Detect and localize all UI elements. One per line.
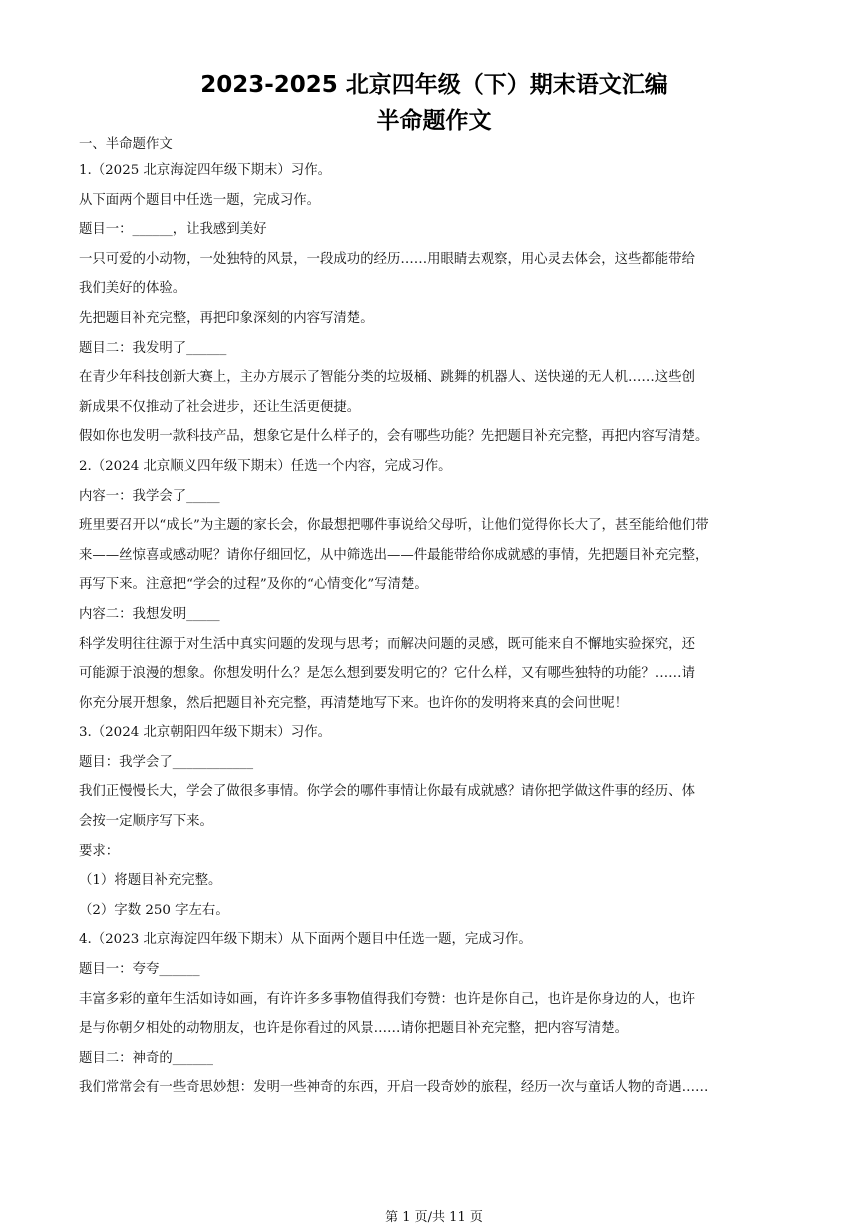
question-4-topic-2: 题目二：神奇的______ [79, 1050, 213, 1066]
paragraph-line: 班里要召开以“成长”为主题的家长会，你最想把哪件事说给父母听，让他们觉得你长大了，甚至能给他们带 [79, 518, 709, 534]
requirements-label: 要求： [79, 843, 120, 859]
paragraph-line: 你充分展开想象，然后把题目补充完整，再清楚地写下来。也许你的发明将来真的会问世呢！ [79, 695, 629, 711]
paragraph-line: 在青少年科技创新大赛上，主办方展示了智能分类的垃圾桶、跳舞的机器人、送快递的无人机……这些创 [79, 370, 695, 386]
document-subtitle: 半命题作文 [376, 108, 492, 134]
question-3-heading: 3.（2024 北京朝阳四年级下期末）习作。 [79, 725, 331, 741]
section-heading: 一、半命题作文 [79, 137, 173, 152]
paragraph-line: 新成果不仅推动了社会进步，还让生活更便捷。 [79, 399, 361, 415]
question-1-topic-1: 题目一：______，让我感到美好 [79, 222, 267, 238]
question-2-content-1: 内容一：我学会了_____ [79, 488, 220, 504]
paragraph-line: 丰富多彩的童年生活如诗如画，有许许多多事物值得我们夸赞：也许是你自己，也许是你身边的人，也许 [79, 991, 695, 1007]
paragraph-line: 是与你朝夕相处的动物朋友，也许是你看过的风景……请你把题目补充完整，把内容写清楚。 [79, 1021, 629, 1037]
question-1-heading: 1.（2025 北京海淀四年级下期末）习作。 [79, 163, 331, 178]
page-number: 第 1 页/共 11 页 [385, 1210, 483, 1225]
paragraph-line: 一只可爱的小动物，一处独特的风景，一段成功的经历……用眼睛去观察，用心灵去体会，这些都能带给 [79, 251, 695, 267]
question-2-heading: 2.（2024 北京顺义四年级下期末）任选一个内容，完成习作。 [79, 458, 452, 474]
question-4-heading: 4.（2023 北京海淀四年级下期末）从下面两个题目中任选一题，完成习作。 [79, 932, 532, 948]
paragraph-line: 我们正慢慢长大，学会了做很多事情。你学会的哪件事情让你最有成就感？请你把学做这件事的经历、体 [79, 784, 695, 800]
document-body [79, 136, 791, 1103]
paragraph-line: 会按一定顺序写下来。 [79, 814, 213, 830]
paragraph-line: 再写下来。注意把“学会的过程”及你的“心情变化”写清楚。 [79, 577, 428, 593]
question-3-topic: 题目：我学会了____________ [79, 754, 254, 770]
document-title: 2023-2025 北京四年级（下）期末语文汇编 [200, 72, 668, 98]
paragraph-line: 先把题目补充完整，再把印象深刻的内容写清楚。 [79, 310, 374, 326]
requirement-item: （2）字数 250 字左右。 [79, 902, 229, 918]
paragraph-line: 来——丝惊喜或感动呢？请你仔细回忆，从中筛选出——件最能带给你成就感的事情，先把题目补充完整， [79, 547, 709, 563]
paragraph-line: 假如你也发明一款科技产品，想象它是什么样子的，会有哪些功能？先把题目补充完整，再把内容写清楚。 [79, 429, 709, 445]
question-2-content-2: 内容二：我想发明_____ [79, 606, 220, 622]
paragraph-line: 我们美好的体验。 [79, 281, 187, 297]
question-4-topic-1: 题目一：夸夸______ [79, 962, 200, 978]
requirement-item: （1）将题目补充完整。 [79, 873, 222, 889]
paragraph-line: 我们常常会有一些奇思妙想：发明一些神奇的东西，开启一段奇妙的旅程，经历一次与童话人物的奇遇…… [79, 1080, 709, 1096]
question-1-topic-2: 题目二：我发明了______ [79, 340, 227, 356]
paragraph-line: 可能源于浪漫的想象。你想发明什么？是怎么想到要发明它的？它什么样，又有哪些独特的功能？……请 [79, 666, 695, 682]
question-1-instruction: 从下面两个题目中任选一题，完成习作。 [79, 192, 321, 208]
paragraph-line: 科学发明往往源于对生活中真实问题的发现与思考；而解决问题的灵感，既可能来自不懈地实验探究，还 [79, 636, 695, 652]
